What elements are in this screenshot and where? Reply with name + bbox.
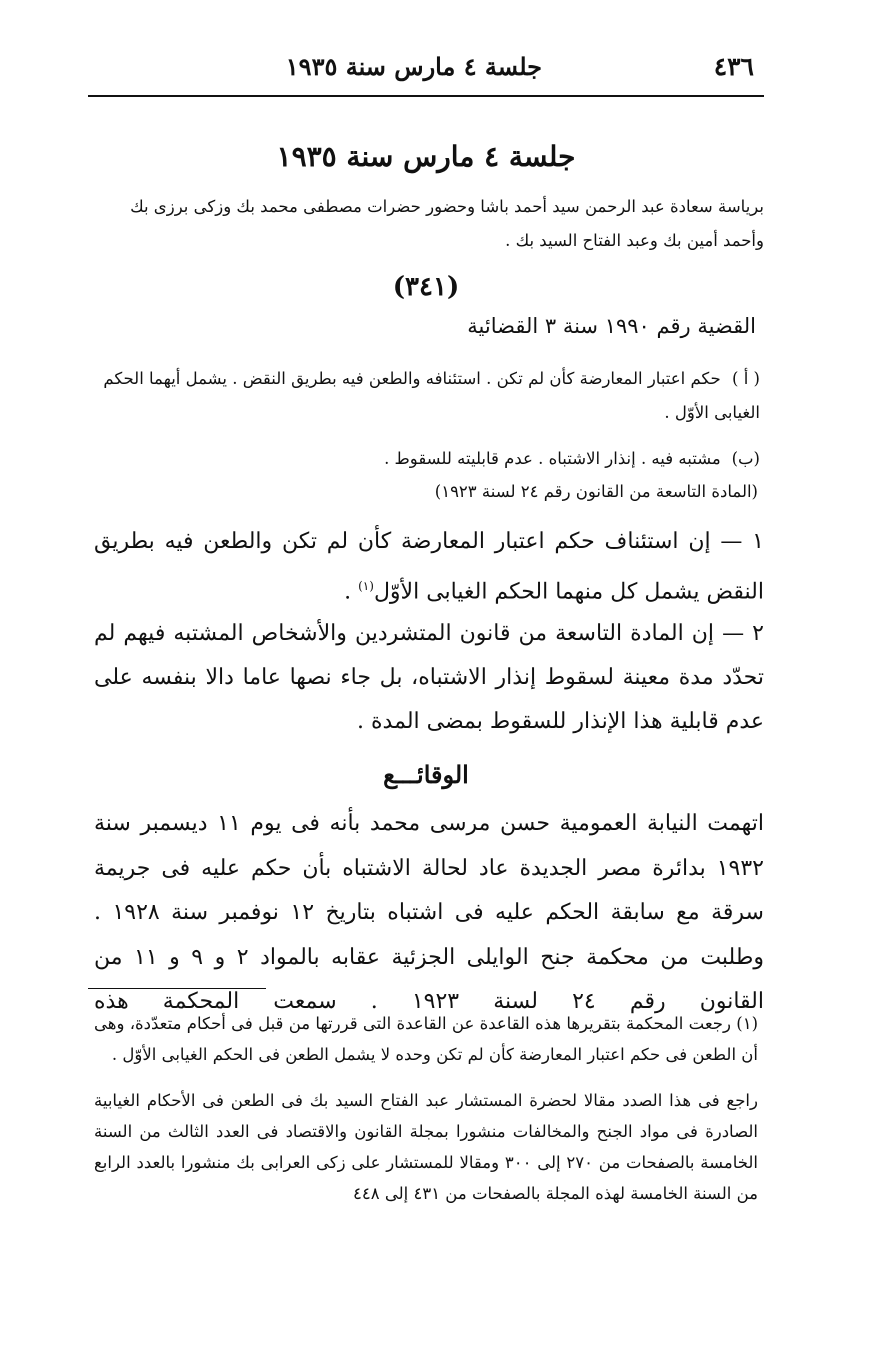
principle-1: [94, 520, 764, 614]
headnote-a: [94, 362, 760, 430]
page-number: ٤٣٦: [713, 52, 754, 81]
headnote-a-marker: ( أ ): [732, 369, 760, 388]
footnote-1: (١) رجعت المحكمة بتقريرها هذه القاعدة عن القاعدة التى قررتها من قبل فى أحكام متعدّدة، وهى أن الطعن فى حكم اعتبار المعارضة كأن لم تكن وحده لا يشمل الطعن فى الحكم الغيابى الأوّل .: [94, 1014, 758, 1064]
document-page: [88, 0, 764, 1359]
case-reference: القضية رقم ١٩٩٠ سنة ٣ القضائية: [467, 314, 756, 338]
footnote-2: راجع فى هذا الصدد مقالا لحضرة المستشار عبد الفتاح السيد بك فى الطعن فى الأحكام الغيابية الصادرة فى مواد الجنح والمخالفات منشورا بمجلة القانون والاقتصاد فى العدد الثالث من السنة الخامسة بالصفحات من ٢٧٠ إلى ٣٠٠ ومقالا للمستشار على زكى العرابى بك منشورا بالعدد الرابع من السنة الخامسة لهذه المجلة بالصفحات من ٤٣١ إلى ٤٤٨: [94, 1091, 758, 1203]
principle-2: ٢ — إن المادة التاسعة من قانون المتشردين والأشخاص المشتبه فيهم لم تحدّد مدة معينة لسقوط إنذار الاشتباه، بل جاء نصها عاما دالا بنفسه على عدم قابلية هذا الإنذار للسقوط بمضى المدة .: [94, 621, 764, 734]
header-rule: [88, 95, 764, 97]
footnote-rule: [88, 988, 266, 989]
facts-heading: الوقائـــع: [383, 760, 469, 789]
running-head: [88, 52, 764, 92]
headnote-a-text: حكم اعتبار المعارضة كأن لم تكن . استئنافه والطعن فيه بطريق النقض . يشمل أيهما الحكم الغيابى الأوّل .: [103, 369, 760, 422]
principle-1-text: ١ — إن استئناف حكم اعتبار المعارضة كأن لم تكن والطعن فيه بطريق النقض يشمل كل منهما الحكم الغيابى الأوّل: [94, 529, 764, 605]
headnote-b: [94, 442, 760, 476]
presidency-line: برياسة سعادة عبد الرحمن سيد أحمد باشا وحضور حضرات مصطفى محمد بك وزكى برزى بك وأحمد أمين بك وعبد الفتاح السيد بك .: [130, 197, 764, 250]
case-number: (٣٤١): [392, 272, 460, 302]
law-reference: (المادة التاسعة من القانون رقم ٢٤ لسنة ١٩٢٣): [434, 482, 758, 501]
footnote-reference-mark: (١): [358, 579, 374, 593]
session-title: جلسة ٤ مارس سنة ١٩٣٥: [276, 140, 576, 173]
running-head-title: جلسة ٤ مارس سنة ١٩٣٥: [285, 52, 542, 81]
facts-paragraph: اتهمت النيابة العمومية حسن مرسى محمد بأنه فى يوم ١١ ديسمبر سنة ١٩٣٢ بدائرة مصر الجديدة عاد لحالة الاشتباه بأن حكم عليه فى جريمة سرقة مع سابقة الحكم عليه فى اشتباه بتاريخ ١٢ نوفمبر سنة ١٩٢٨ . وطلبت من محكمة جنح الوايلى الجزئية عقابه بالمواد ٢ و ٩ و ١١ من القانون رقم ٢٤ لسنة ١٩٢٣ . سمعت المحكمة هذه: [94, 811, 764, 1014]
principle-1-end: .: [344, 579, 359, 605]
headnote-b-text: مشتبه فيه . إنذار الاشتباه . عدم قابليته للسقوط .: [384, 449, 721, 468]
headnote-b-marker: (ب): [731, 449, 760, 468]
